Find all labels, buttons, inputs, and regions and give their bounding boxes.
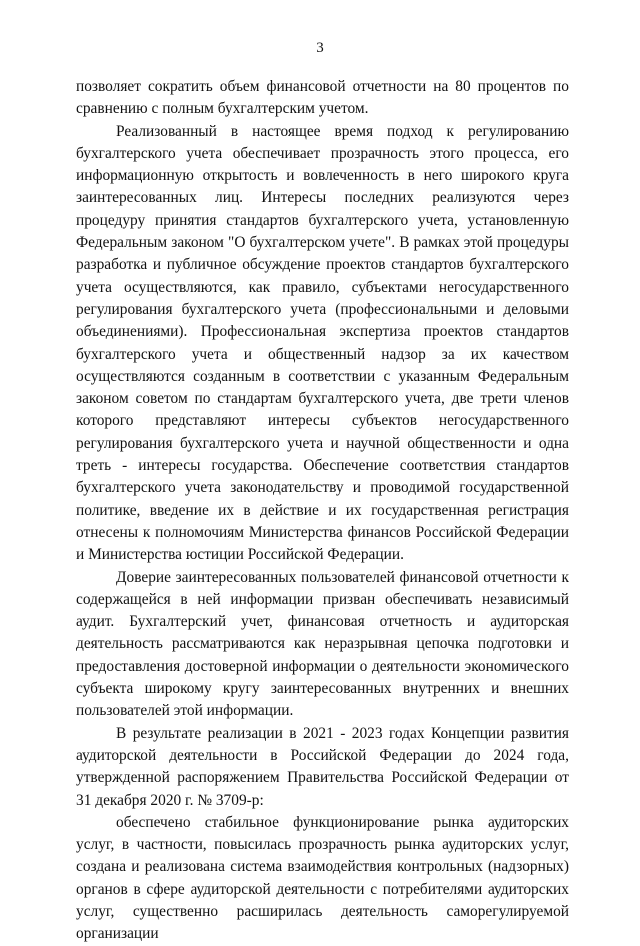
paragraph-audit-trust: Доверие заинтересованных пользователей финансовой отчетности к содержащейся в ней информации призван обеспечивать независимый аудит. Бухгалтерский учет, финансовая отчетность и аудиторская деятельность рассматриваются как неразрывная цепочка подготовки и предоставления достоверной информации о деятельности экономического субъекта широкому кругу заинтересованных внутренних и внешних пользователей этой информации.	[76, 568, 569, 720]
document-body	[76, 76, 569, 946]
page-number: 3	[316, 40, 324, 56]
paragraph-audit-market: обеспечено стабильное функционирование рынка аудиторских услуг, в частности, повысилась прозрачность рынка аудиторских услуг, создана и реализована система взаимодействия контрольных (надзорных) органов в сфере аудиторской деятельности с потребителями аудиторских услуг, существенно расширилась деятельность саморегулируемой организации	[76, 813, 569, 943]
paragraph-concept-results: В результате реализации в 2021 - 2023 годах Концепции развития аудиторской деятельности в Российской Федерации до 2024 года, утвержденной распоряжением Правительства Российской Федерации от 31 декабря 2020 г. № 3709-р:	[76, 724, 569, 809]
paragraph-accounting-regulation: Реализованный в настоящее время подход к регулированию бухгалтерского учета обеспечивает прозрачность этого процесса, его информационную открытость и вовлеченность в него широкого круга заинтересованных лиц. Интересы последних реализуются через процедуру принятия стандартов бухгалтерского учета, установленную Федеральным законом "О бухгалтерском учете". В рамках этой процедуры разработка и публичное обсуждение проектов стандартов бухгалтерского учета осуществляются, как правило, субъектами негосударственного регулирования бухгалтерского учета (профессиональными и деловыми объединениями). Профессиональная экспертиза проектов стандартов бухгалтерского учета и общественный надзор за их качеством осуществляются созданным в соответствии с указанным Федеральным законом советом по стандартам бухгалтерского учета, две трети членов которого представляют интересы субъектов негосударственного регулирования бухгалтерского учета и научной общественности и одна треть - интересы государства. Обеспечение соответствия стандартов бухгалтерского учета законодательству и проводимой государственной политике, введение их в действие и их государственная регистрация отнесены к полномочиям Министерства финансов Российской Федерации и Министерства юстиции Российской Федерации.	[76, 122, 569, 564]
paragraph-continued: позволяет сократить объем финансовой отчетности на 80 процентов по сравнению с полным бухгалтерским учетом.	[76, 78, 569, 118]
